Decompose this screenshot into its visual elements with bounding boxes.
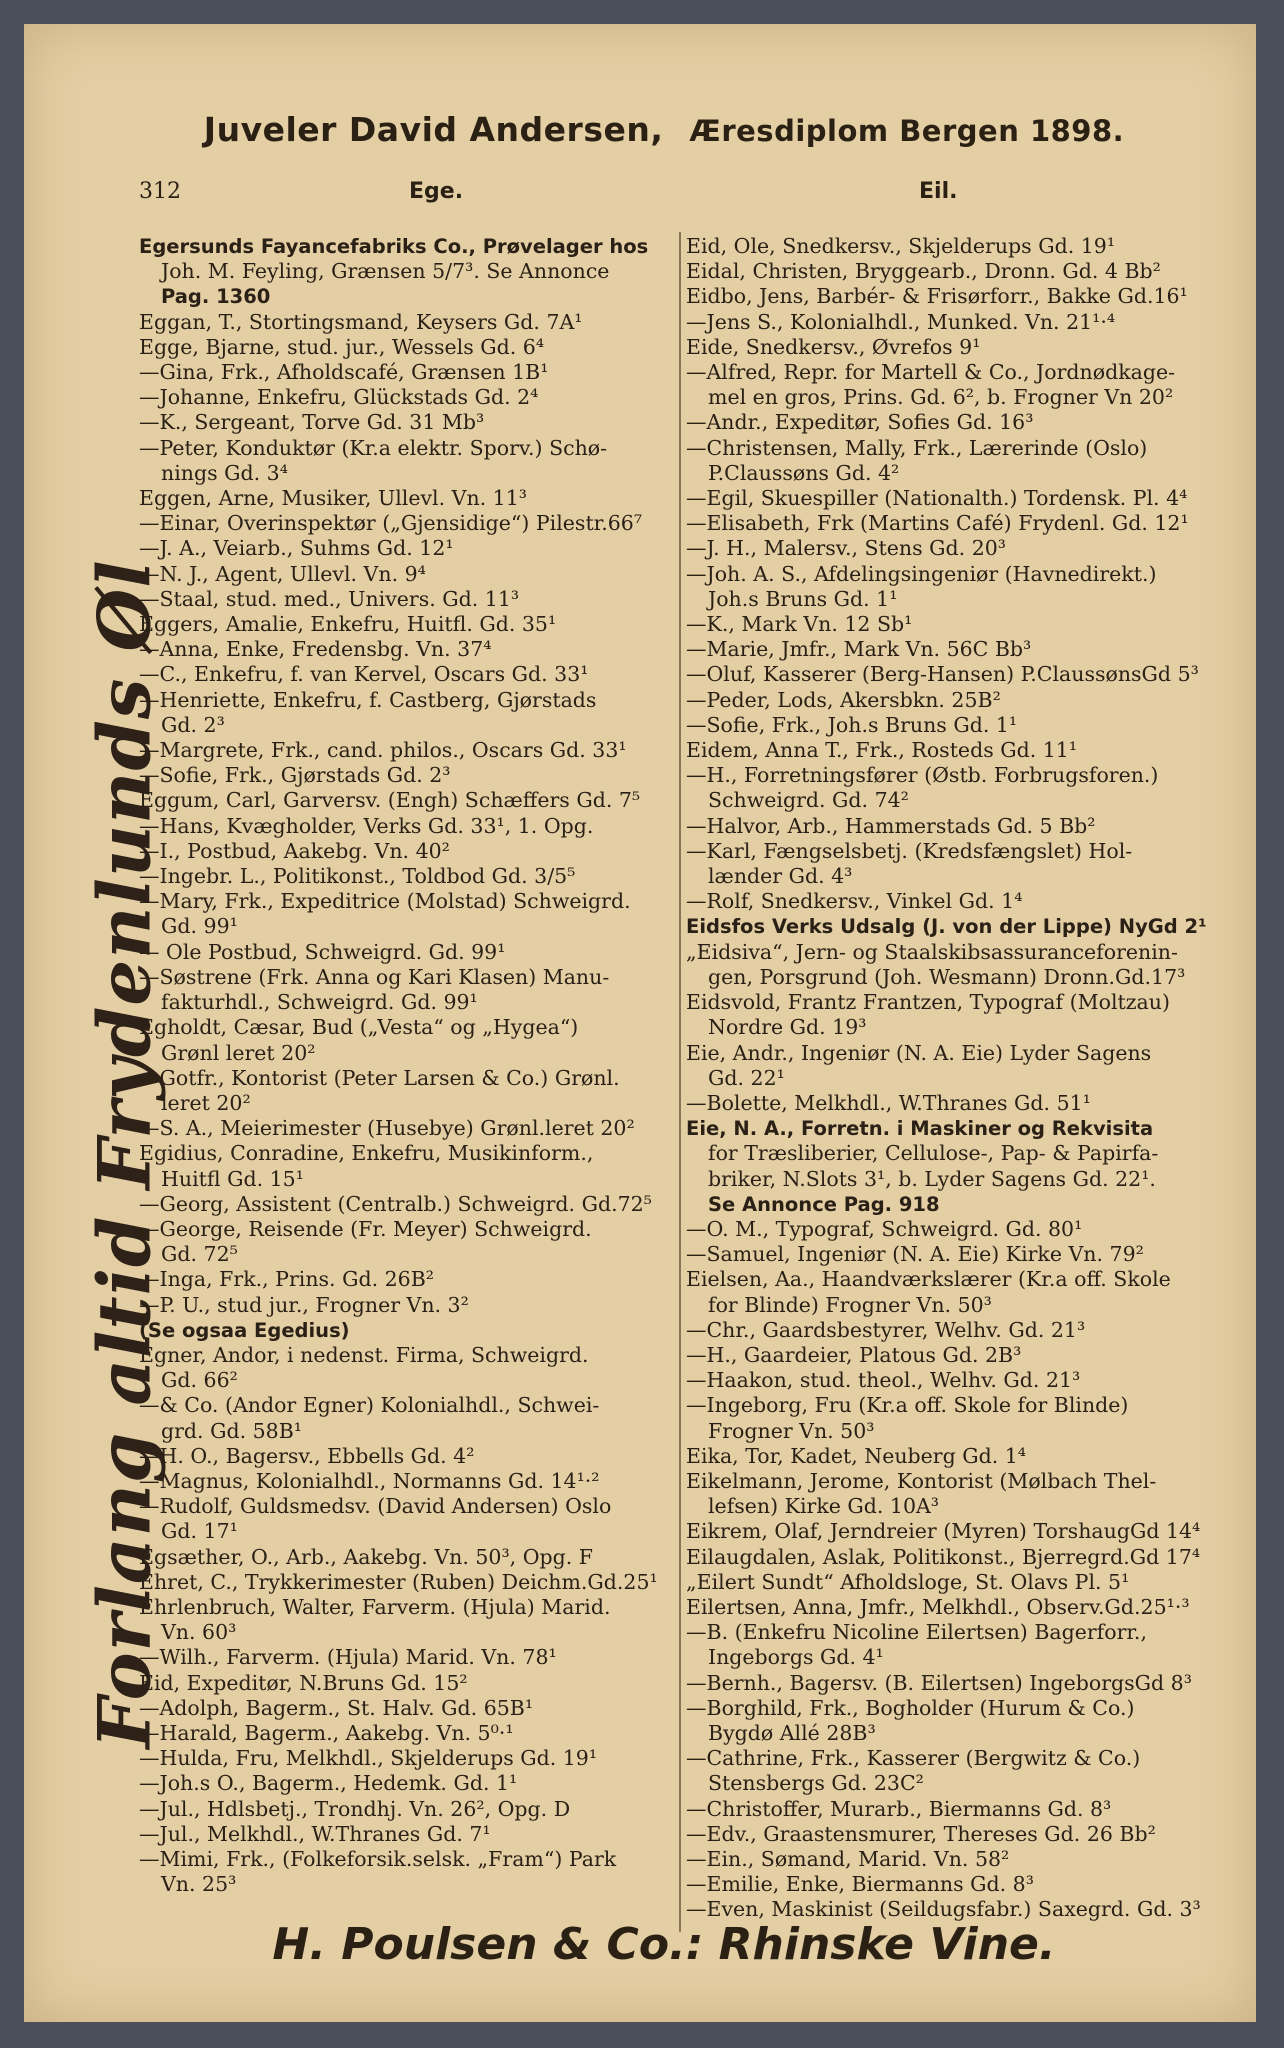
- directory-entry-line: Grønl leret 20²: [161, 1040, 316, 1065]
- directory-entry-line: —N. J., Agent, Ullevl. Vn. 9⁴: [139, 561, 426, 586]
- directory-entry-line: —C., Enkefru, f. van Kervel, Oscars Gd. 33¹: [139, 662, 589, 687]
- directory-entry-line: briker, N.Slots 3¹, b. Lyder Sagens Gd. 22¹.: [708, 1166, 1156, 1191]
- directory-entry-line: Gd. 17¹: [161, 1519, 238, 1544]
- directory-entry-line: Eie, N. A., Forretn. i Maskiner og Rekvisita: [686, 1117, 1154, 1141]
- directory-entry-line: —Hans, Kvægholder, Verks Gd. 33¹, 1. Opg.: [139, 813, 594, 838]
- directory-entry-line: (Se ogsaa Egedius): [139, 1318, 350, 1342]
- directory-entry-line: —H., Gaardeier, Platous Gd. 2B³: [686, 1342, 1022, 1367]
- directory-entry-line: —Christoffer, Murarb., Biermanns Gd. 8³: [686, 1796, 1112, 1821]
- footer-advertisement: H. Poulsen & Co.: Rhinske Vine.: [272, 1919, 1056, 1970]
- directory-entry-line: Gd. 99¹: [161, 914, 238, 939]
- directory-entry-line: —Rudolf, Guldsmedsv. (David Andersen) Oslo: [139, 1494, 612, 1519]
- directory-entry-line: Eidsvold, Frantz Frantzen, Typograf (Moltzau): [686, 990, 1170, 1015]
- directory-entry-line: —Sofie, Frk., Joh.s Bruns Gd. 1¹: [686, 712, 1018, 737]
- directory-entry-line: —Inga, Frk., Prins. Gd. 26B²: [139, 1267, 434, 1292]
- directory-entry-line: —Bolette, Melkhdl., W.Thranes Gd. 51¹: [686, 1090, 1091, 1115]
- directory-entry-line: —Marie, Jmfr., Mark Vn. 56C Bb³: [686, 637, 1032, 662]
- directory-entry-line: —Anna, Enke, Fredensbg. Vn. 37⁴: [139, 637, 492, 662]
- directory-page: [24, 24, 1256, 2022]
- directory-entry-line: Se Annonce Pag. 918: [708, 1192, 940, 1216]
- directory-entry-line: —I., Postbud, Aakebg. Vn. 40²: [139, 838, 450, 863]
- directory-entry-line: —Ingebr. L., Politikonst., Toldbod Gd. 3/5⁵: [139, 864, 576, 889]
- directory-entry-line: Joh.s Bruns Gd. 1¹: [708, 586, 898, 611]
- directory-entry-line: Eie, Andr., Ingeniør (N. A. Eie) Lyder Sagens: [686, 1040, 1152, 1065]
- directory-entry-line: Stensbergs Gd. 23C²: [708, 1771, 924, 1796]
- directory-entry-line: —Johanne, Enkefru, Glückstads Gd. 2⁴: [139, 385, 539, 410]
- directory-entry-line: Eidbo, Jens, Barbér- & Frisørforr., Bakke Gd.16¹: [686, 284, 1188, 309]
- directory-entry-line: Eggan, T., Stortingsmand, Keysers Gd. 7A¹: [139, 309, 583, 334]
- directory-entry-line: —Sofie, Frk., Gjørstads Gd. 2³: [139, 763, 451, 788]
- directory-entry-line: —Hulda, Fru, Melkhdl., Skjelderups Gd. 19¹: [139, 1746, 598, 1771]
- directory-entry-line: Eilaugdalen, Aslak, Politikonst., Bjerregrd.Gd 17⁴: [686, 1544, 1201, 1569]
- directory-entry-line: Eielsen, Aa., Haandværkslærer (Kr.a off. Skole: [686, 1267, 1171, 1292]
- directory-entry-line: —Magnus, Kolonialhdl., Normanns Gd. 14¹·²: [139, 1468, 600, 1493]
- directory-entry-line: —Bernh., Bagersv. (B. Eilertsen) IngeborgsGd 8³: [686, 1670, 1192, 1695]
- directory-entry-line: Joh. M. Feyling, Grænsen 5/7³. Se Annonce: [161, 259, 610, 284]
- directory-entry-line: —Joh.s O., Bagerm., Hedemk. Gd. 1¹: [139, 1771, 518, 1796]
- directory-entry-line: —Cathrine, Frk., Kasserer (Bergwitz & Co.): [686, 1746, 1141, 1771]
- header-title: Juveler David Andersen,: [203, 110, 664, 149]
- directory-entry-line: —Staal, stud. med., Univers. Gd. 11³: [139, 586, 520, 611]
- directory-entry-line: Vn. 25³: [161, 1872, 237, 1897]
- directory-entry-line: —Gina, Frk., Afholdscafé, Grænsen 1B¹: [139, 360, 549, 385]
- directory-entry-line: Egner, Andor, i nedenst. Firma, Schweigrd.: [139, 1342, 589, 1367]
- directory-entry-line: —P. U., stud jur., Frogner Vn. 3²: [139, 1292, 469, 1317]
- directory-entry-line: grd. Gd. 58B¹: [161, 1418, 302, 1443]
- directory-entry-line: —H. O., Bagersv., Ebbells Gd. 4²: [139, 1443, 475, 1468]
- directory-entry-line: Gd. 22¹: [708, 1065, 785, 1090]
- directory-entry-line: mel en gros, Prins. Gd. 6², b. Frogner Vn 20²: [708, 385, 1174, 410]
- directory-entry-line: Bygdø Allé 28B³: [708, 1720, 876, 1745]
- directory-entry-line: —Christensen, Mally, Frk., Lærerinde (Oslo): [686, 435, 1148, 460]
- directory-entry-line: —Chr., Gaardsbestyrer, Welhv. Gd. 21³: [686, 1317, 1086, 1342]
- directory-entry-line: Huitfl Gd. 15¹: [161, 1166, 304, 1191]
- left-column: [139, 234, 674, 1924]
- directory-entry-line: —Alfred, Repr. for Martell & Co., Jordnødkage-: [686, 360, 1176, 385]
- directory-entry-line: —Oluf, Kasserer (Berg-Hansen) P.ClaussønsGd 5³: [686, 662, 1199, 687]
- directory-entry-line: „Eilert Sundt“ Afholdsloge, St. Olavs Pl. 5¹: [686, 1569, 1130, 1594]
- directory-entry-line: —Even, Maskinist (Seildugsfabr.) Saxegrd. Gd. 3³: [686, 1897, 1201, 1922]
- directory-entry-line: —Henriette, Enkefru, f. Castberg, Gjørstads: [139, 687, 597, 712]
- directory-entry-line: Gd. 66²: [161, 1368, 238, 1393]
- directory-entry-line: —J. A., Veiarb., Suhms Gd. 12¹: [139, 536, 454, 561]
- directory-entry-line: lefsen) Kirke Gd. 10A³: [708, 1494, 940, 1519]
- page-number: 312: [139, 179, 181, 204]
- right-column: [686, 234, 1226, 1924]
- directory-entry-line: leret 20²: [161, 1090, 251, 1115]
- guide-word-right: Eil.: [919, 179, 958, 204]
- directory-entry-line: Eilertsen, Anna, Jmfr., Melkhdl., Observ.Gd.25¹·³: [686, 1594, 1190, 1619]
- directory-entry-line: Eika, Tor, Kadet, Neuberg Gd. 1⁴: [686, 1443, 1027, 1468]
- directory-entry-line: —K., Mark Vn. 12 Sb¹: [686, 612, 913, 637]
- directory-entry-line: for Træsliberier, Cellulose-, Pap- & Papirfa-: [708, 1141, 1159, 1166]
- directory-entry-line: —H., Forretningsfører (Østb. Forbrugsforen.): [686, 763, 1159, 788]
- directory-entry-line: Eid, Expeditør, N.Bruns Gd. 15²: [139, 1670, 468, 1695]
- directory-entry-line: —Mary, Frk., Expeditrice (Molstad) Schweigrd.: [139, 889, 631, 914]
- directory-entry-line: —Ingeborg, Fru (Kr.a off. Skole for Blinde): [686, 1393, 1129, 1418]
- directory-entry-line: —Jul., Hdlsbetj., Trondhj. Vn. 26², Opg. D: [139, 1796, 571, 1821]
- directory-entry-line: Schweigrd. Gd. 74²: [708, 788, 909, 813]
- directory-entry-line: Egidius, Conradine, Enkefru, Musikinform.,: [139, 1141, 594, 1166]
- directory-entry-line: —Jul., Melkhdl., W.Thranes Gd. 7¹: [139, 1821, 491, 1846]
- directory-entry-line: Ehrlenbruch, Walter, Farverm. (Hjula) Marid.: [139, 1594, 611, 1619]
- directory-entry-line: —Karl, Fængselsbetj. (Kredsfængslet) Hol-: [686, 838, 1133, 863]
- directory-entry-line: Ingeborgs Gd. 4¹: [708, 1645, 884, 1670]
- directory-entry-line: —& Co. (Andor Egner) Kolonialhdl., Schwei-: [139, 1393, 600, 1418]
- directory-entry-line: —Ein., Sømand, Marid. Vn. 58²: [686, 1847, 1010, 1871]
- directory-entry-line: —Edv., Graastensmurer, Thereses Gd. 26 Bb²: [686, 1821, 1156, 1846]
- directory-entry-line: Egge, Bjarne, stud. jur., Wessels Gd. 6⁴: [139, 334, 545, 359]
- directory-entry-line: —Samuel, Ingeniør (N. A. Eie) Kirke Vn. 79²: [686, 1242, 1144, 1267]
- column-divider: [679, 232, 681, 1932]
- directory-entry-line: Eggum, Carl, Garversv. (Engh) Schæffers Gd. 7⁵: [139, 788, 641, 813]
- directory-entry-line: Eidem, Anna T., Frk., Rosteds Gd. 11¹: [686, 738, 1078, 763]
- directory-entry-line: —Joh. A. S., Afdelingsingeniør (Havnedirekt.): [686, 561, 1157, 586]
- directory-entry-line: —Harald, Bagerm., Aakebg. Vn. 5⁰·¹: [139, 1720, 514, 1745]
- page-header: [134, 110, 1194, 149]
- directory-entry-line: Egsæther, O., Arb., Aakebg. Vn. 50³, Opg. F: [139, 1544, 594, 1569]
- directory-entry-line: —Egil, Skuespiller (Nationalth.) Tordensk. Pl. 4⁴: [686, 486, 1188, 511]
- directory-entry-line: —Søstrene (Frk. Anna og Kari Klasen) Manu-: [139, 964, 610, 989]
- directory-entry-line: Nordre Gd. 19³: [708, 1015, 867, 1040]
- directory-entry-line: Gd. 2³: [161, 712, 225, 737]
- directory-entry-line: —Haakon, stud. theol., Welhv. Gd. 21³: [686, 1368, 1081, 1393]
- directory-entry-line: —Georg, Assistent (Centralb.) Schweigrd. Gd.72⁵: [139, 1191, 652, 1216]
- directory-entry-line: Eidal, Christen, Bryggearb., Dronn. Gd. 4 Bb²: [686, 259, 1161, 284]
- directory-entry-line: —Einar, Overinspektør („Gjensidige“) Pilestr.66⁷: [139, 511, 643, 536]
- directory-entry-line: —Adolph, Bagerm., St. Halv. Gd. 65B¹: [139, 1695, 534, 1720]
- directory-entry-line: Frogner Vn. 50³: [708, 1418, 875, 1443]
- directory-entry-line: —Jens S., Kolonialhdl., Munked. Vn. 21¹·⁴: [686, 309, 1116, 334]
- directory-entry-line: —Elisabeth, Frk (Martins Café) Frydenl. Gd. 12¹: [686, 511, 1189, 536]
- directory-entry-line: Egholdt, Cæsar, Bud („Vesta“ og „Hygea“): [139, 1015, 579, 1040]
- side-advertisement: Forlang altid Frydenlunds Øl: [81, 559, 167, 1749]
- directory-entry-line: Eggers, Amalie, Enkefru, Huitfl. Gd. 35¹: [139, 612, 557, 637]
- directory-entry-line: —J. H., Malersv., Stens Gd. 20³: [686, 536, 1006, 561]
- directory-entry-line: —Margrete, Frk., cand. philos., Oscars Gd. 33¹: [139, 738, 627, 763]
- directory-entry-line: —Mimi, Frk., (Folkeforsik.selsk. „Fram“) Park: [139, 1847, 617, 1871]
- directory-entry-line: — Ole Postbud, Schweigrd. Gd. 99¹: [139, 939, 506, 964]
- directory-entry-line: Eikrem, Olaf, Jerndreier (Myren) TorshaugGd 14⁴: [686, 1519, 1201, 1544]
- directory-entry-line: fakturhdl., Schweigrd. Gd. 99¹: [161, 990, 478, 1015]
- directory-entry-line: Eide, Snedkersv., Øvrefos 9¹: [686, 334, 981, 359]
- directory-entry-line: —Peter, Konduktør (Kr.a elektr. Sporv.) Schø-: [139, 435, 608, 460]
- directory-entry-line: —Rolf, Snedkersv., Vinkel Gd. 1⁴: [686, 889, 1023, 914]
- directory-entry-line: —Peder, Lods, Akersbkn. 25B²: [686, 687, 1001, 712]
- directory-entry-line: —K., Sergeant, Torve Gd. 31 Mb³: [139, 410, 485, 435]
- directory-entry-line: —Halvor, Arb., Hammerstads Gd. 5 Bb²: [686, 813, 1096, 838]
- directory-entry-line: —B. (Enkefru Nicoline Eilertsen) Bagerforr.,: [686, 1620, 1147, 1645]
- directory-entry-line: Eidsfos Verks Udsalg (J. von der Lippe) NyGd 2¹: [686, 915, 1207, 939]
- directory-entry-line: —Borghild, Frk., Bogholder (Hurum & Co.): [686, 1695, 1135, 1720]
- directory-entry-line: gen, Porsgrund (Joh. Wesmann) Dronn.Gd.17³: [708, 964, 1186, 989]
- directory-entry-line: Eid, Ole, Snedkersv., Skjelderups Gd. 19¹: [686, 234, 1116, 258]
- directory-entry-line: nings Gd. 3⁴: [161, 460, 288, 485]
- header-subtitle: Æresdiplom Bergen 1898.: [689, 114, 1125, 148]
- directory-entry-line: Pag. 1360: [161, 285, 271, 309]
- directory-entry-line: Ehret, C., Trykkerimester (Ruben) Deichm.Gd.25¹: [139, 1569, 658, 1594]
- directory-entry-line: —George, Reisende (Fr. Meyer) Schweigrd.: [139, 1216, 592, 1241]
- directory-entry-line: Vn. 60³: [161, 1620, 237, 1645]
- directory-entry-line: „Eidsiva“, Jern- og Staalskibsassuranceforenin-: [686, 939, 1178, 964]
- directory-entry-line: Eikelmann, Jerome, Kontorist (Mølbach Thel-: [686, 1468, 1157, 1493]
- directory-entry-line: Egersunds Fayancefabriks Co., Prøvelager hos: [139, 235, 649, 258]
- directory-entry-line: Gd. 72⁵: [161, 1242, 238, 1267]
- directory-entry-line: —Andr., Expeditør, Sofies Gd. 16³: [686, 410, 1034, 435]
- directory-entry-line: for Blinde) Frogner Vn. 50³: [708, 1292, 992, 1317]
- directory-entry-line: —O. M., Typograf, Schweigrd. Gd. 80¹: [686, 1216, 1083, 1241]
- directory-entry-line: —Emilie, Enke, Biermanns Gd. 8³: [686, 1872, 1034, 1897]
- directory-entry-line: P.Claussøns Gd. 4²: [708, 460, 900, 485]
- directory-entry-line: lænder Gd. 4³: [708, 864, 853, 889]
- directory-entry-line: Eggen, Arne, Musiker, Ullevl. Vn. 11³: [139, 486, 527, 511]
- directory-entry-line: —Gotfr., Kontorist (Peter Larsen & Co.) Grønl.: [139, 1065, 620, 1090]
- directory-entry-line: —S. A., Meierimester (Husebye) Grønl.leret 20²: [139, 1116, 635, 1141]
- guide-word-left: Ege.: [409, 179, 464, 204]
- directory-entry-line: —Wilh., Farverm. (Hjula) Marid. Vn. 78¹: [139, 1645, 557, 1670]
